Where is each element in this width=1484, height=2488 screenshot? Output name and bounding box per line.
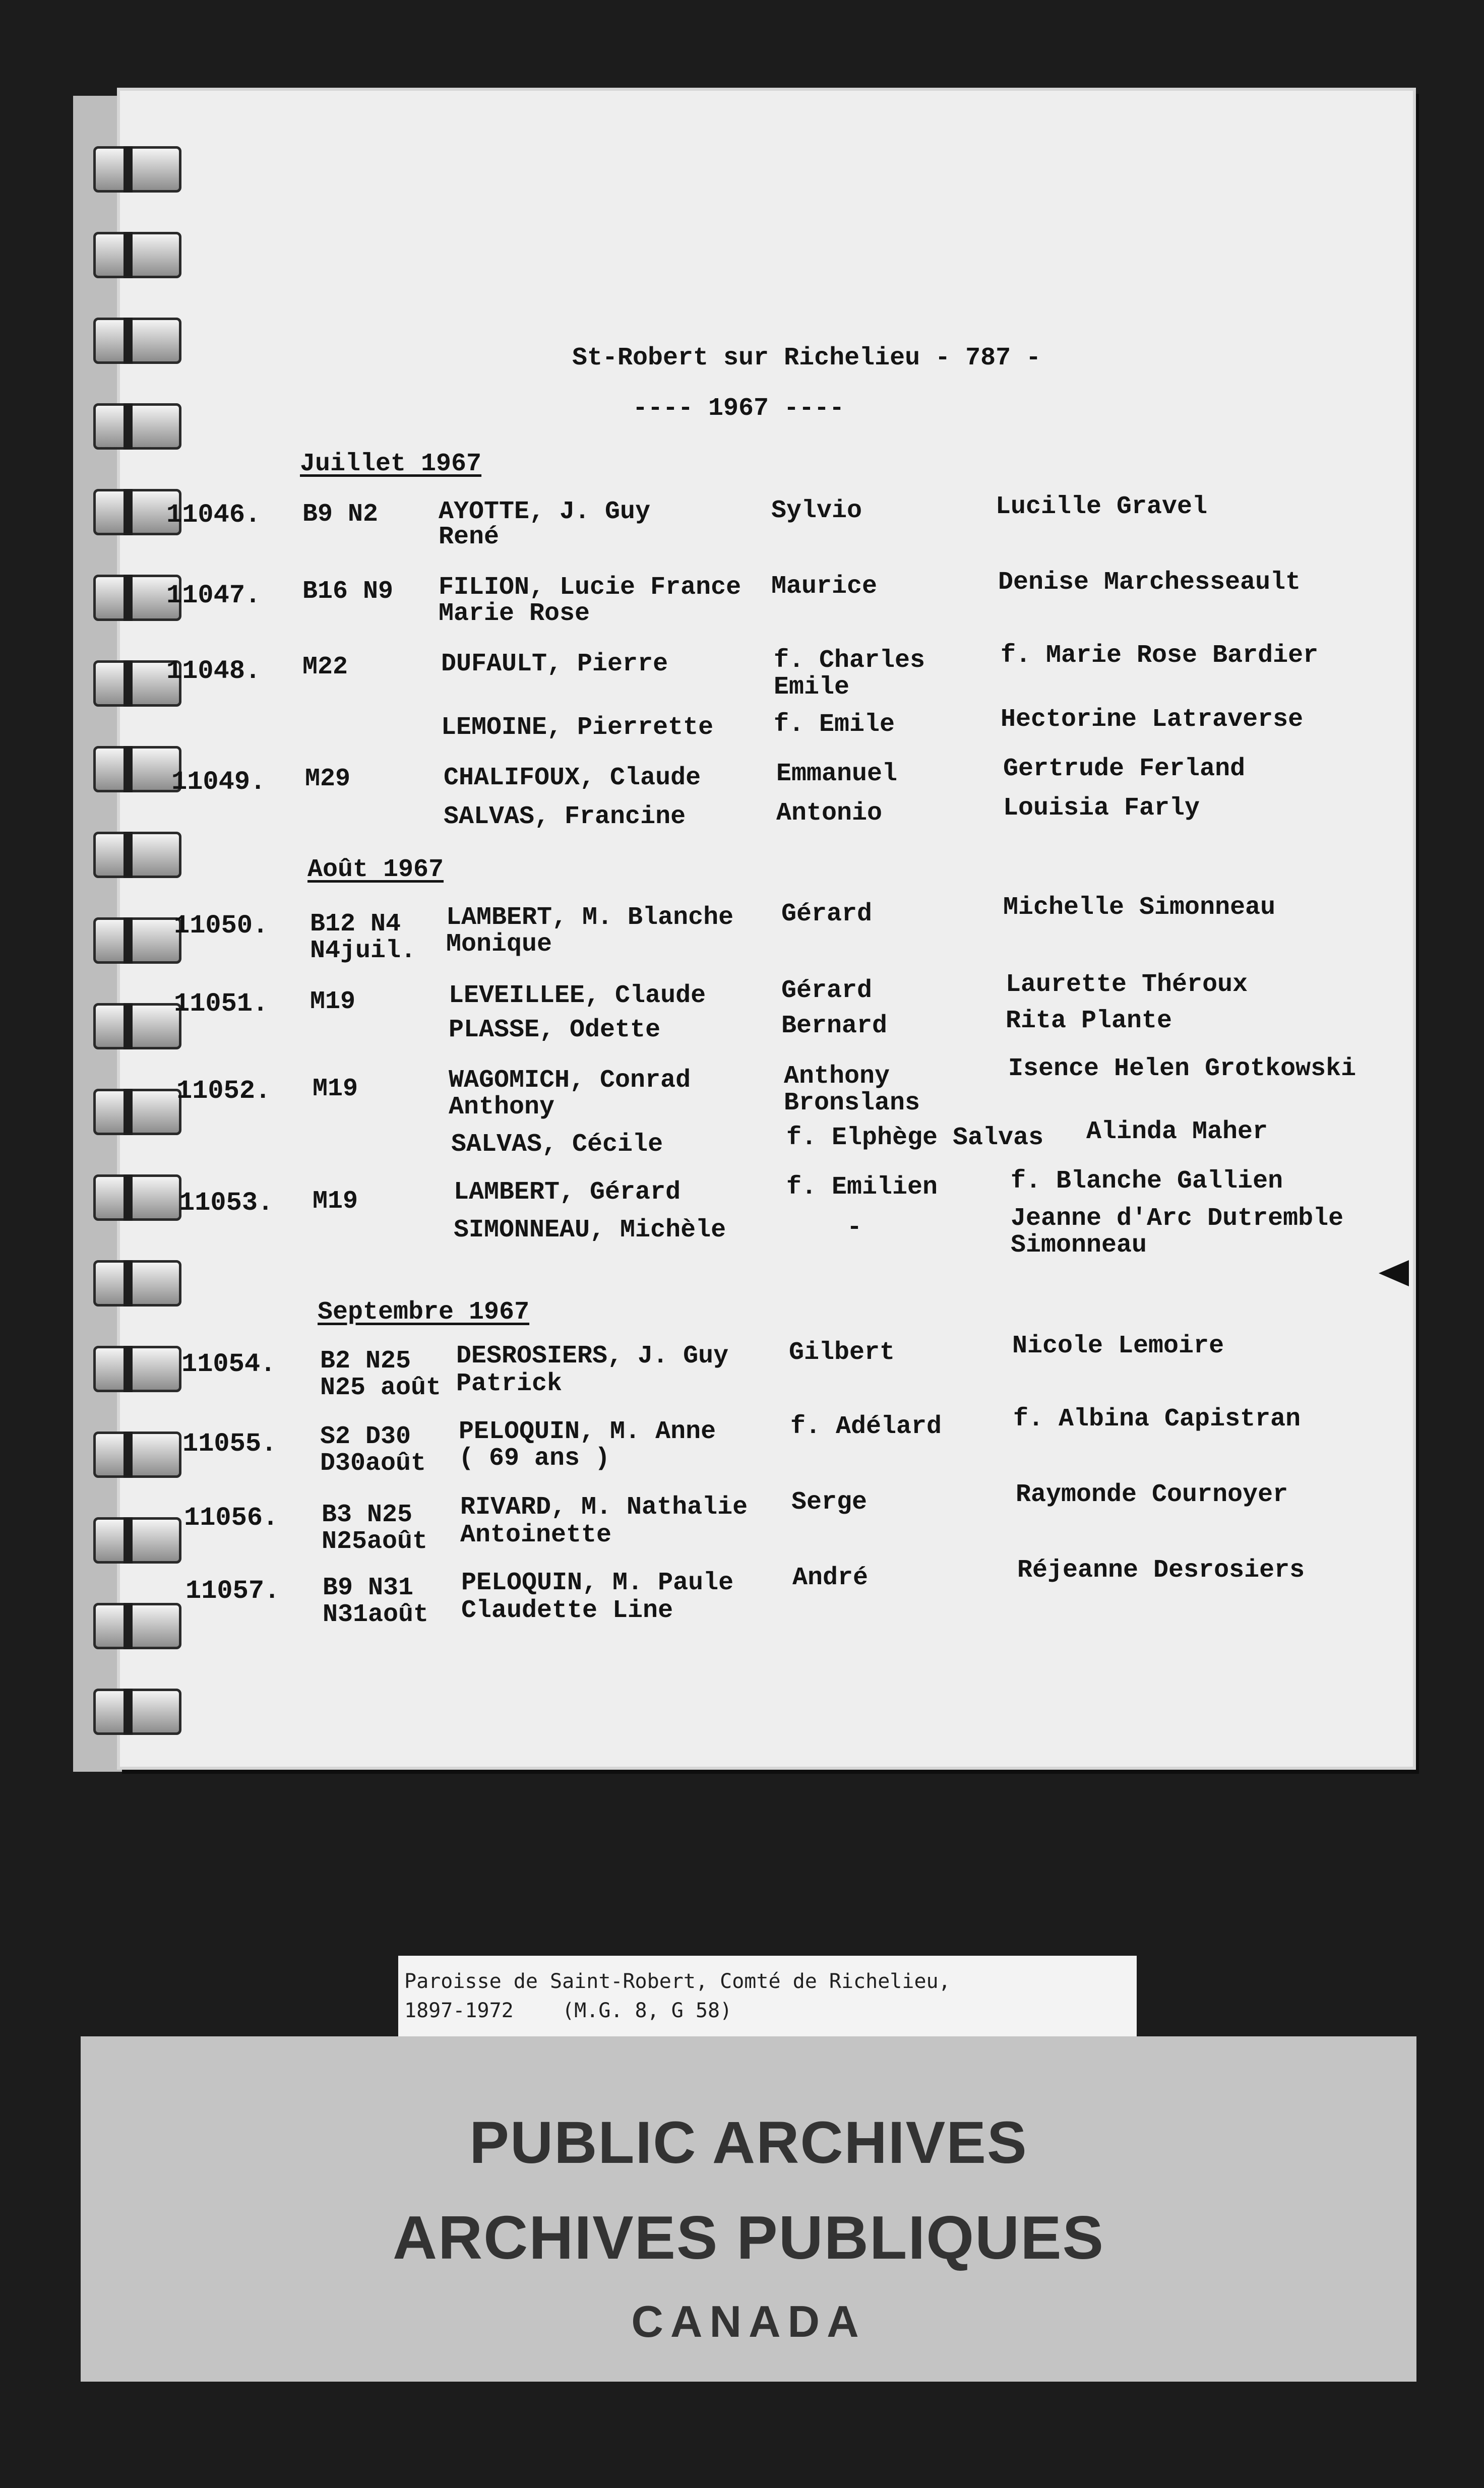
bride-name: SALVAS, Francine [444,802,686,831]
bride-name: SIMONNEAU, Michèle [454,1216,726,1245]
binding-ring [93,746,181,792]
record-mother: f. Albina Capistran [1013,1405,1301,1434]
record-code: B16 N9 [302,577,394,606]
record-number: 11054. [181,1349,276,1379]
page-title: St-Robert sur Richelieu - 787 - [572,344,1041,372]
bride-mother: Alinda Maher [1086,1117,1268,1146]
record-name-continued: Marie Rose [439,599,590,628]
record-name: PELOQUIN, M. Paule [461,1569,734,1597]
binding-ring [93,1089,181,1135]
record-number: 11047. [166,581,261,610]
record-name-continued: Antoinette [460,1521,612,1549]
groom-father: Anthony Bronslans [784,1062,920,1117]
bride-mother: Louisia Farly [1003,794,1200,823]
record-number: 11049. [171,767,266,797]
record-name: AYOTTE, J. Guy [439,497,651,526]
record-mother: Lucille Gravel [996,492,1208,521]
bride-mother: Hectorine Latraverse [1001,705,1304,734]
record-code: M29 [305,765,351,793]
binding-ring [93,1346,181,1392]
record-father: Sylvio [771,496,862,525]
record-name-continued: Claudette Line [461,1596,673,1625]
record-name: FILION, Lucie France [439,573,741,602]
record-name: DESROSIERS, J. Guy [456,1342,729,1371]
record-code: B3 N25 N25août [322,1501,428,1556]
record-code: B9 N2 [302,500,379,529]
record-code: M19 [313,1187,358,1216]
groom-father: Emmanuel [776,760,898,788]
binding-ring [93,232,181,278]
record-mother: Raymonde Cournoyer [1016,1480,1288,1509]
binding-ring [93,318,181,364]
binding-ring [93,1174,181,1221]
groom-name: CHALIFOUX, Claude [444,764,701,792]
year-header: ---- 1967 ---- [633,394,845,423]
bride-name: LEMOINE, Pierrette [441,713,714,742]
archive-reference-line-2: 1897-1972 (M.G. 8, G 58) [404,1999,732,2022]
groom-name: LAMBERT, Gérard [454,1178,681,1207]
page-tab-marker-icon [1379,1260,1409,1286]
record-name-continued: ( 69 ans ) [459,1444,610,1473]
binding-ring [93,1689,181,1735]
binding-ring [93,832,181,878]
plate-line-country: CANADA [631,2296,866,2346]
binding-ring [93,917,181,964]
record-name: LAMBERT, M. Blanche [446,903,734,932]
record-name-continued: Monique [446,930,552,959]
groom-name: DUFAULT, Pierre [441,650,668,678]
record-name-continued: René [439,523,500,551]
bride-father: - [847,1213,862,1242]
record-code: B12 N4 N4juil. [310,910,416,965]
groom-mother: Gertrude Ferland [1003,755,1246,783]
binding-ring [93,146,181,193]
bride-name: PLASSE, Odette [449,1016,661,1044]
bride-father: Bernard [781,1012,888,1040]
record-mother: Nicole Lemoire [1012,1332,1224,1360]
plate-line-french: ARCHIVES PUBLIQUES [392,2203,1105,2272]
archive-reference-label [398,1956,1137,2036]
groom-mother: Isence Helen Grotkowski [1008,1054,1356,1083]
record-code: M19 [313,1075,358,1103]
record-code: B2 N25 N25 août [320,1347,442,1402]
record-number: 11051. [174,989,269,1019]
groom-name: LEVEILLEE, Claude [449,981,706,1010]
binding-ring [93,403,181,450]
record-name-continued: Patrick [456,1370,563,1398]
record-mother: Réjeanne Desrosiers [1017,1556,1305,1585]
record-father: Gérard [781,900,873,928]
groom-father: f. Emilien [786,1173,938,1202]
bride-father: Antonio [776,799,883,828]
record-father: Serge [791,1488,868,1517]
record-mother: Michelle Simonneau [1003,893,1276,922]
record-code: M22 [302,653,348,681]
record-father: André [792,1564,869,1592]
bride-mother: Rita Plante [1006,1007,1172,1035]
archive-plate [81,2036,1416,2382]
record-number: 11056. [184,1503,279,1533]
record-father: f. Adélard [790,1412,942,1441]
plate-line-english: PUBLIC ARCHIVES [469,2109,1028,2176]
bride-name: SALVAS, Cécile [451,1130,663,1159]
record-number: 11046. [166,500,261,530]
groom-mother: f. Blanche Gallien [1011,1167,1283,1196]
binding-ring [93,1603,181,1649]
record-father: Maurice [771,572,878,601]
groom-name: WAGOMICH, Conrad Anthony [449,1066,691,1122]
groom-father: Gérard [781,976,873,1005]
record-code: S2 D30 D30août [320,1422,426,1478]
record-name: PELOQUIN, M. Anne [459,1417,716,1446]
section-heading-july: Juillet 1967 [300,450,482,478]
binding-ring [93,1003,181,1049]
section-heading-september: Septembre 1967 [318,1298,530,1327]
archive-reference-line-1: Paroisse de Saint-Robert, Comté de Richelieu, [404,1970,951,1993]
binding-ring [93,1260,181,1307]
bride-mother: Jeanne d'Arc Dutremble Simonneau [1011,1204,1344,1260]
groom-mother: Laurette Théroux [1006,970,1248,999]
binding-ring [93,1432,181,1478]
groom-father: f. Charles Emile [774,646,925,702]
bride-father: f. Elphège Salvas [786,1124,1044,1152]
record-number: 11057. [186,1576,280,1606]
record-name: RIVARD, M. Nathalie [460,1493,748,1522]
record-number: 11055. [182,1429,277,1459]
record-father: Gilbert [789,1338,895,1367]
record-number: 11050. [174,911,269,941]
binding-ring [93,1517,181,1564]
record-number: 11053. [179,1188,274,1218]
bride-father: f. Emile [774,710,895,739]
groom-mother: f. Marie Rose Bardier [1001,641,1319,670]
record-code: M19 [310,987,356,1016]
section-heading-august: Août 1967 [307,855,444,884]
record-number: 11052. [176,1076,271,1106]
record-number: 11048. [166,656,261,686]
record-code: B9 N31 N31août [323,1574,429,1629]
record-mother: Denise Marchesseault [998,568,1301,597]
